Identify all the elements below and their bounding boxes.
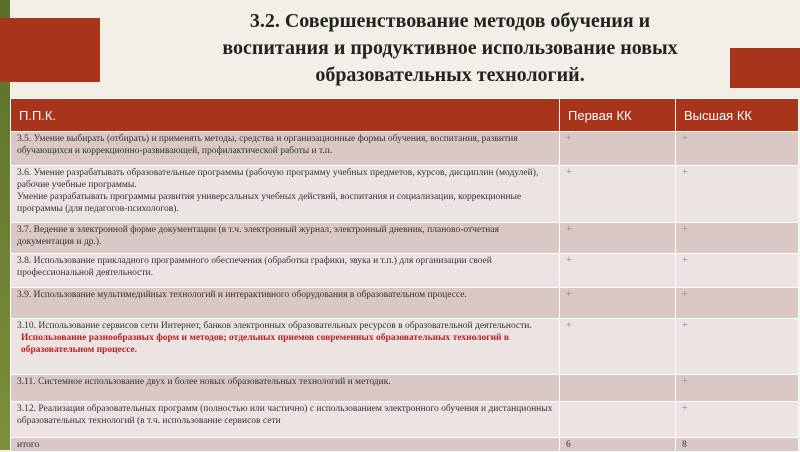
competency-cell — [11, 254, 560, 288]
first-category-mark: + — [560, 132, 676, 166]
table-row — [11, 402, 799, 438]
table-row — [11, 319, 799, 375]
competency-text: 3.12. Реализация образовательных программ (полностью или частично) с использованием электронного обучения и дистанционных образовательных технологий (в т.ч. использование сервисов сети — [17, 404, 553, 426]
title-accent-bar-left — [0, 18, 100, 82]
first-category-total: 6 — [560, 438, 676, 452]
title-line-3: образовательных технологий. — [315, 64, 585, 86]
higher-category-mark: + — [676, 402, 799, 438]
table-row — [11, 254, 799, 288]
competency-text: Умение разрабатывать программы развития универсальных учебных действий, воспитания и социализации, коррекционные программы (для педагогов-психологов). — [17, 192, 522, 214]
competency-cell — [11, 166, 560, 223]
table-header-row — [11, 99, 799, 132]
higher-category-total: 8 — [676, 438, 799, 452]
higher-category-mark: + — [676, 132, 799, 166]
first-category-mark: + — [560, 223, 676, 254]
first-category-mark: + — [560, 319, 676, 375]
competency-cell — [11, 132, 560, 166]
competency-text: 3.11. Системное использование двух и более новых образовательных технологий и методик. — [17, 377, 391, 387]
higher-category-mark: + — [676, 375, 799, 402]
first-category-mark: + — [560, 288, 676, 319]
table-row — [11, 166, 799, 223]
competency-text: 3.7. Ведение в электронной форме документации (в т.ч. электронный журнал, электронный дневник, планово-отчетная документация и др.). — [17, 225, 499, 247]
higher-category-mark: + — [676, 288, 799, 319]
table-row — [11, 223, 799, 254]
competency-cell — [11, 402, 560, 438]
competency-cell — [11, 223, 560, 254]
header-first-category: Первая КК — [560, 99, 676, 132]
competency-text: 3.6. Умение разрабатывать образовательные программы (рабочую программу учебных предметов, курсов, дисциплин (модулей), рабочие учебные программы. — [17, 168, 539, 190]
table-row — [11, 375, 799, 402]
table-row — [11, 132, 799, 166]
competency-text: 3.5. Умение выбирать (отбирать) и применять методы, средства и организационные формы обучения, воспитания, развития обучающихся и коррекционно-развивающей, профилактической работы и т.п. — [17, 134, 518, 156]
first-category-mark — [560, 402, 676, 438]
competency-table — [10, 98, 799, 452]
title-accent-bar-right — [730, 48, 800, 88]
competency-cell — [11, 288, 560, 319]
first-category-mark: + — [560, 254, 676, 288]
competency-cell — [11, 319, 560, 375]
total-label: итого — [11, 438, 560, 452]
title-line-2: воспитания и продуктивное использование новых — [222, 37, 678, 59]
table-row — [11, 288, 799, 319]
higher-category-mark: + — [676, 166, 799, 223]
competency-text: 3.10. Использование сервисов сети Интернет, банков электронных образовательных ресурсов в образовательной деятельности. — [17, 321, 532, 331]
header-higher-category: Высшая КК — [676, 99, 799, 132]
header-ppk: П.П.К. — [11, 99, 560, 132]
slide-title — [180, 8, 720, 89]
higher-category-mark: + — [676, 254, 799, 288]
higher-category-mark: + — [676, 319, 799, 375]
competency-text: 3.9. Использование мультимедийных технологий и интерактивного оборудования в образовательном процессе. — [17, 290, 467, 300]
competency-cell — [11, 375, 560, 402]
higher-category-mark: + — [676, 223, 799, 254]
first-category-mark: + — [560, 166, 676, 223]
title-line-1: 3.2. Совершенствование методов обучения и — [249, 10, 651, 32]
first-category-mark — [560, 375, 676, 402]
table-row-total — [11, 438, 799, 452]
competency-text: 3.8. Использование прикладного программного обеспечения (обработка графики, звука и т.п.) для организации своей профессиональной деятельности. — [17, 256, 492, 278]
highlighted-note: Использование разнообразных форм и методов; отдельных приемов современных образовательных технологий в образовательном процессе. — [21, 333, 510, 355]
